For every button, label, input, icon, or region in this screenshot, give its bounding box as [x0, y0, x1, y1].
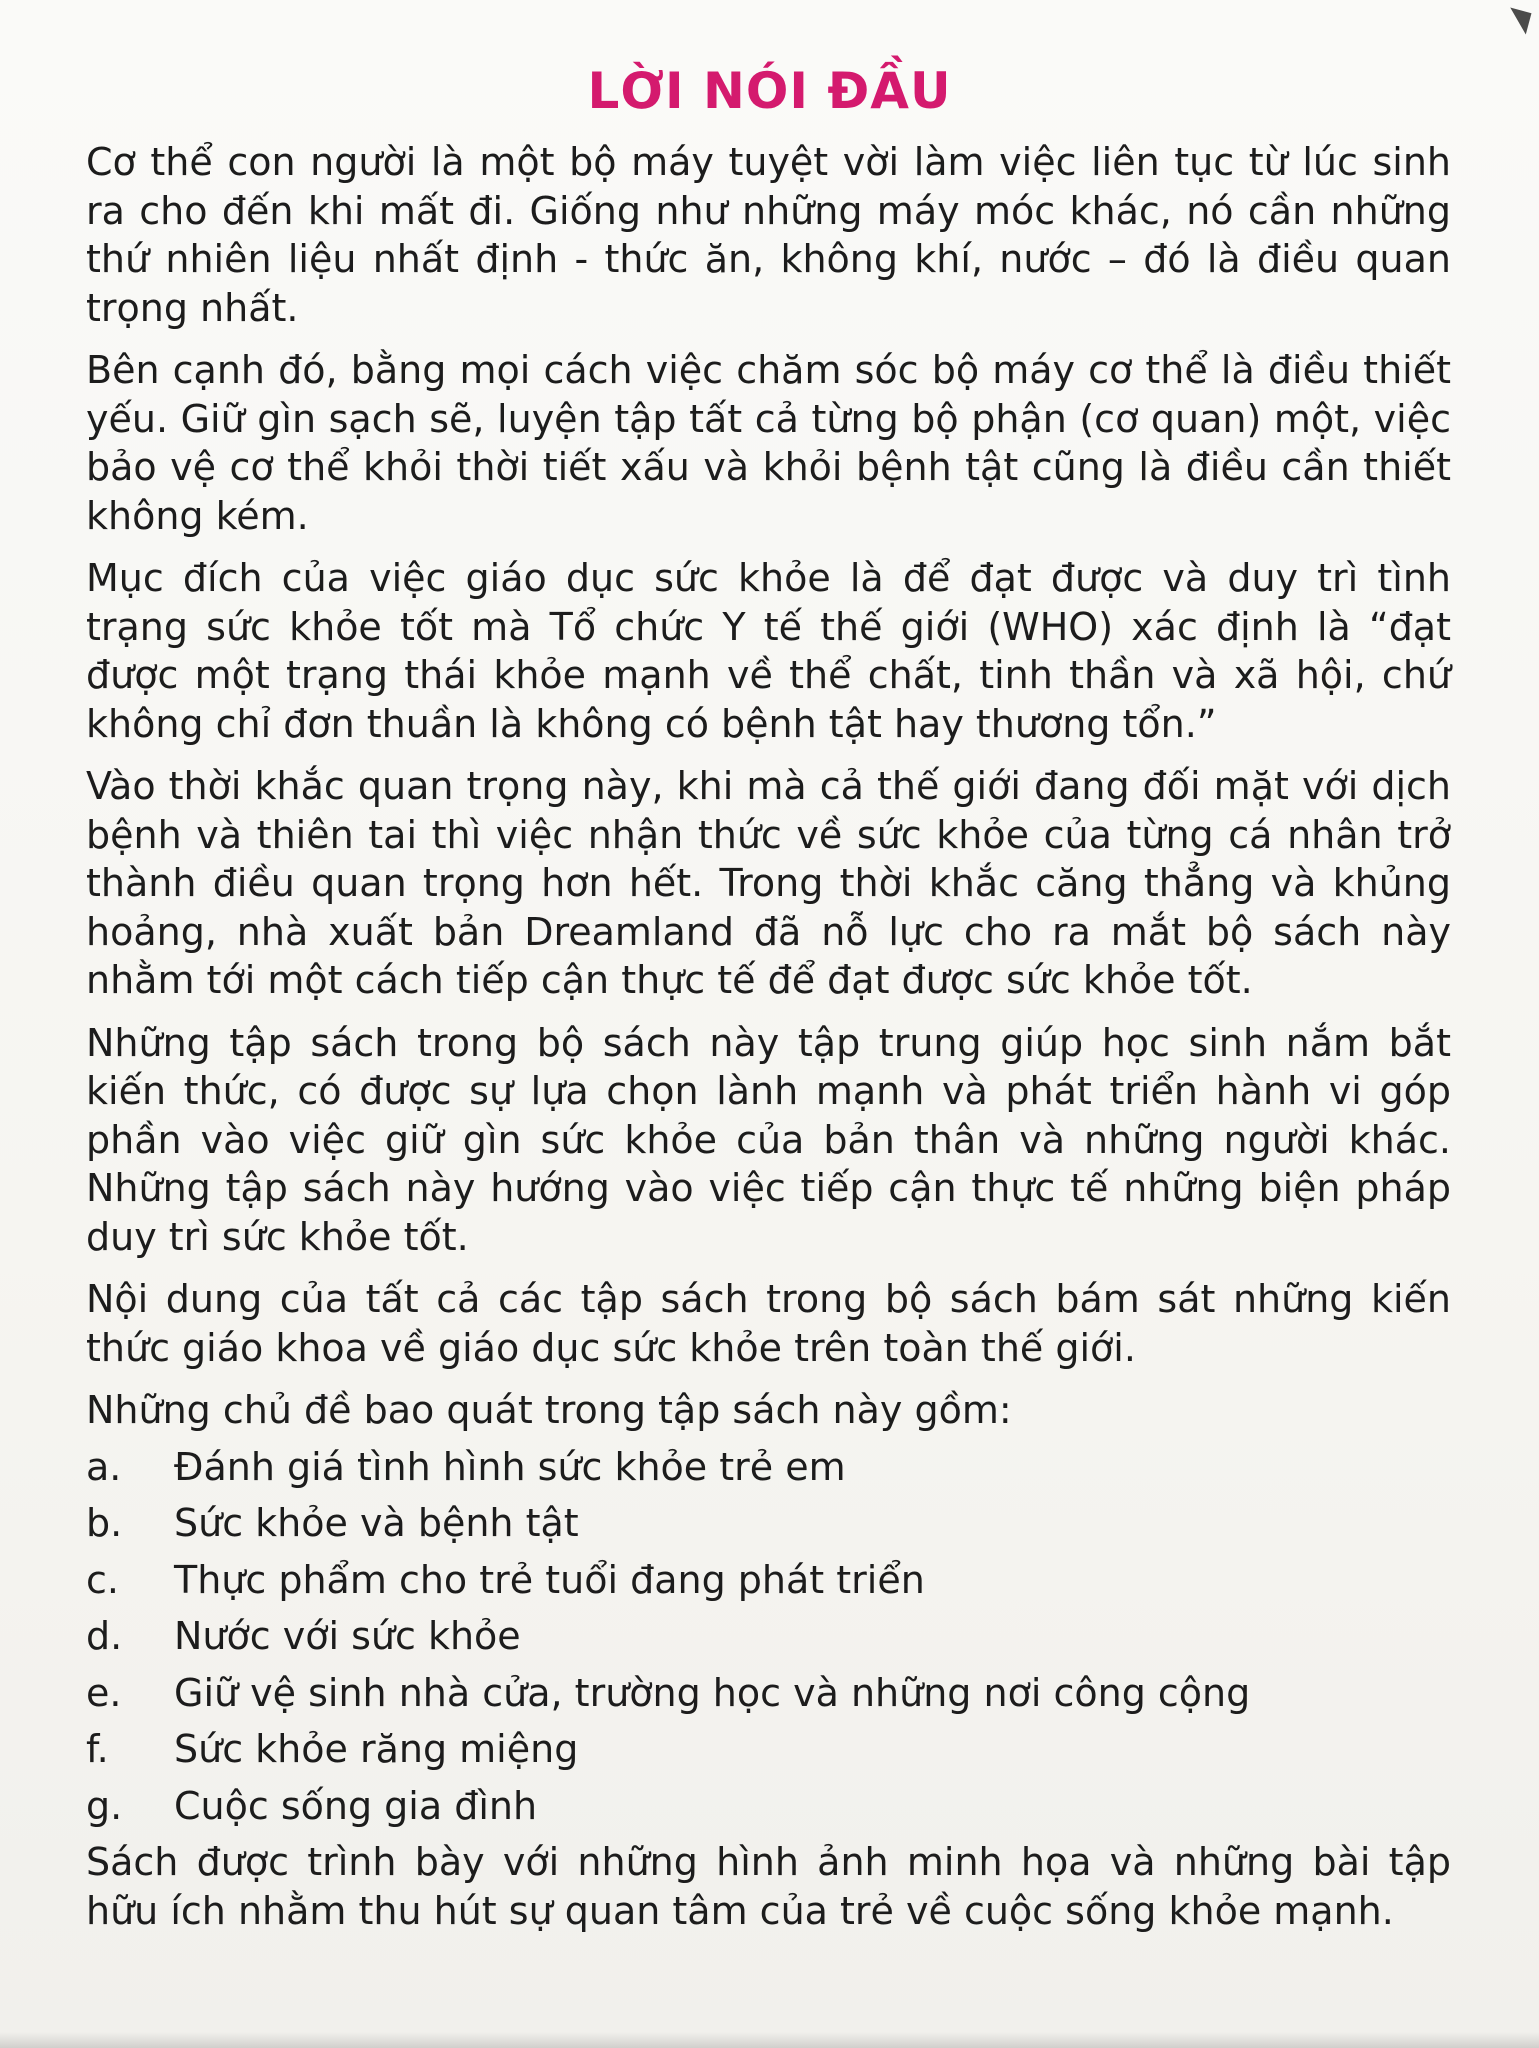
- topic-item: [86, 1499, 1451, 1548]
- topic-item: [86, 1612, 1451, 1661]
- closing-paragraph: Sách được trình bày với những hình ảnh minh họa và những bài tập hữu ích nhằm thu hút sự quan tâm của trẻ về cuộc sống khỏe mạnh.: [86, 1840, 1451, 1933]
- topics-list: [86, 1443, 1451, 1831]
- topics-intro: Những chủ đề bao quát trong tập sách này gồm:: [86, 1388, 1012, 1432]
- topic-item: [86, 1725, 1451, 1774]
- topic-letter: c.: [86, 1557, 119, 1602]
- topic-text: Thực phẩm cho trẻ tuổi đang phát triển: [174, 1557, 925, 1602]
- paragraph-6: Nội dung của tất cả các tập sách trong bộ sách bám sát những kiến thức giáo khoa về giáo dục sức khỏe trên toàn thế giới.: [86, 1277, 1451, 1370]
- topic-text: Sức khỏe răng miệng: [174, 1727, 579, 1771]
- paragraph-1: Cơ thể con người là một bộ máy tuyệt vời làm việc liên tục từ lúc sinh ra cho đến khi mất đi. Giống như những máy móc khác, nó cần những thứ nhiên liệu nhất định - thức ăn, không khí, nước – đó là điều quan trọng nhất.: [86, 140, 1451, 330]
- topic-item: [86, 1669, 1451, 1718]
- page-bottom-shadow: [0, 2032, 1539, 2048]
- topic-letter: d.: [86, 1614, 123, 1658]
- topic-letter: e.: [86, 1670, 122, 1715]
- topic-text: Đánh giá tình hình sức khỏe trẻ em: [174, 1444, 846, 1489]
- page-title: LỜI NÓI ĐẦU: [587, 62, 952, 120]
- paragraph-2: Bên cạnh đó, bằng mọi cách việc chăm sóc bộ máy cơ thể là điều thiết yếu. Giữ gìn sạch sẽ, luyện tập tất cả từng bộ phận (cơ quan) một, việc bảo vệ cơ thể khỏi thời tiết xấu và khỏi bệnh tật cũng là điều cần thiết không kém.: [86, 348, 1451, 538]
- topic-item: [86, 1782, 1451, 1831]
- topic-item: [86, 1556, 1451, 1605]
- paragraph-5: Những tập sách trong bộ sách này tập trung giúp học sinh nắm bắt kiến thức, có được sự lựa chọn lành mạnh và phát triển hành vi góp phần vào việc giữ gìn sức khỏe của bản thân và những người khác. Những tập sách này hướng vào việc tiếp cận thực tế những biện pháp duy trì sức khỏe tốt.: [86, 1020, 1451, 1259]
- topic-letter: a.: [86, 1444, 122, 1489]
- topic-text: Giữ vệ sinh nhà cửa, trường học và những nơi công cộng: [174, 1670, 1251, 1715]
- page-corner-mark: [1505, 8, 1532, 35]
- topic-text: Nước với sức khỏe: [174, 1614, 521, 1658]
- topic-text: Sức khỏe và bệnh tật: [174, 1501, 579, 1545]
- topic-letter: f.: [86, 1727, 109, 1771]
- preface-body: [86, 138, 1451, 1949]
- topic-letter: b.: [86, 1501, 123, 1545]
- paragraph-4: Vào thời khắc quan trọng này, khi mà cả thế giới đang đối mặt với dịch bệnh và thiên tai thì việc nhận thức về sức khỏe của từng cá nhân trở thành điều quan trọng hơn hết. Trong thời khắc căng thẳng và khủng hoảng, nhà xuất bản Dreamland đã nỗ lực cho ra mắt bộ sách này nhằm tới một cách tiếp cận thực tế để đạt được sức khỏe tốt.: [86, 764, 1451, 1002]
- topic-text: Cuộc sống gia đình: [174, 1783, 538, 1828]
- paragraph-3: Mục đích của việc giáo dục sức khỏe là để đạt được và duy trì tình trạng sức khỏe tốt mà Tổ chức Y tế thế giới (WHO) xác định là “đạt được một trạng thái khỏe mạnh về thể chất, tinh thần và xã hội, chứ không chỉ đơn thuần là không có bệnh tật hay thương tổn.”: [86, 556, 1451, 746]
- topic-letter: g.: [86, 1783, 123, 1828]
- topic-item: [86, 1443, 1451, 1492]
